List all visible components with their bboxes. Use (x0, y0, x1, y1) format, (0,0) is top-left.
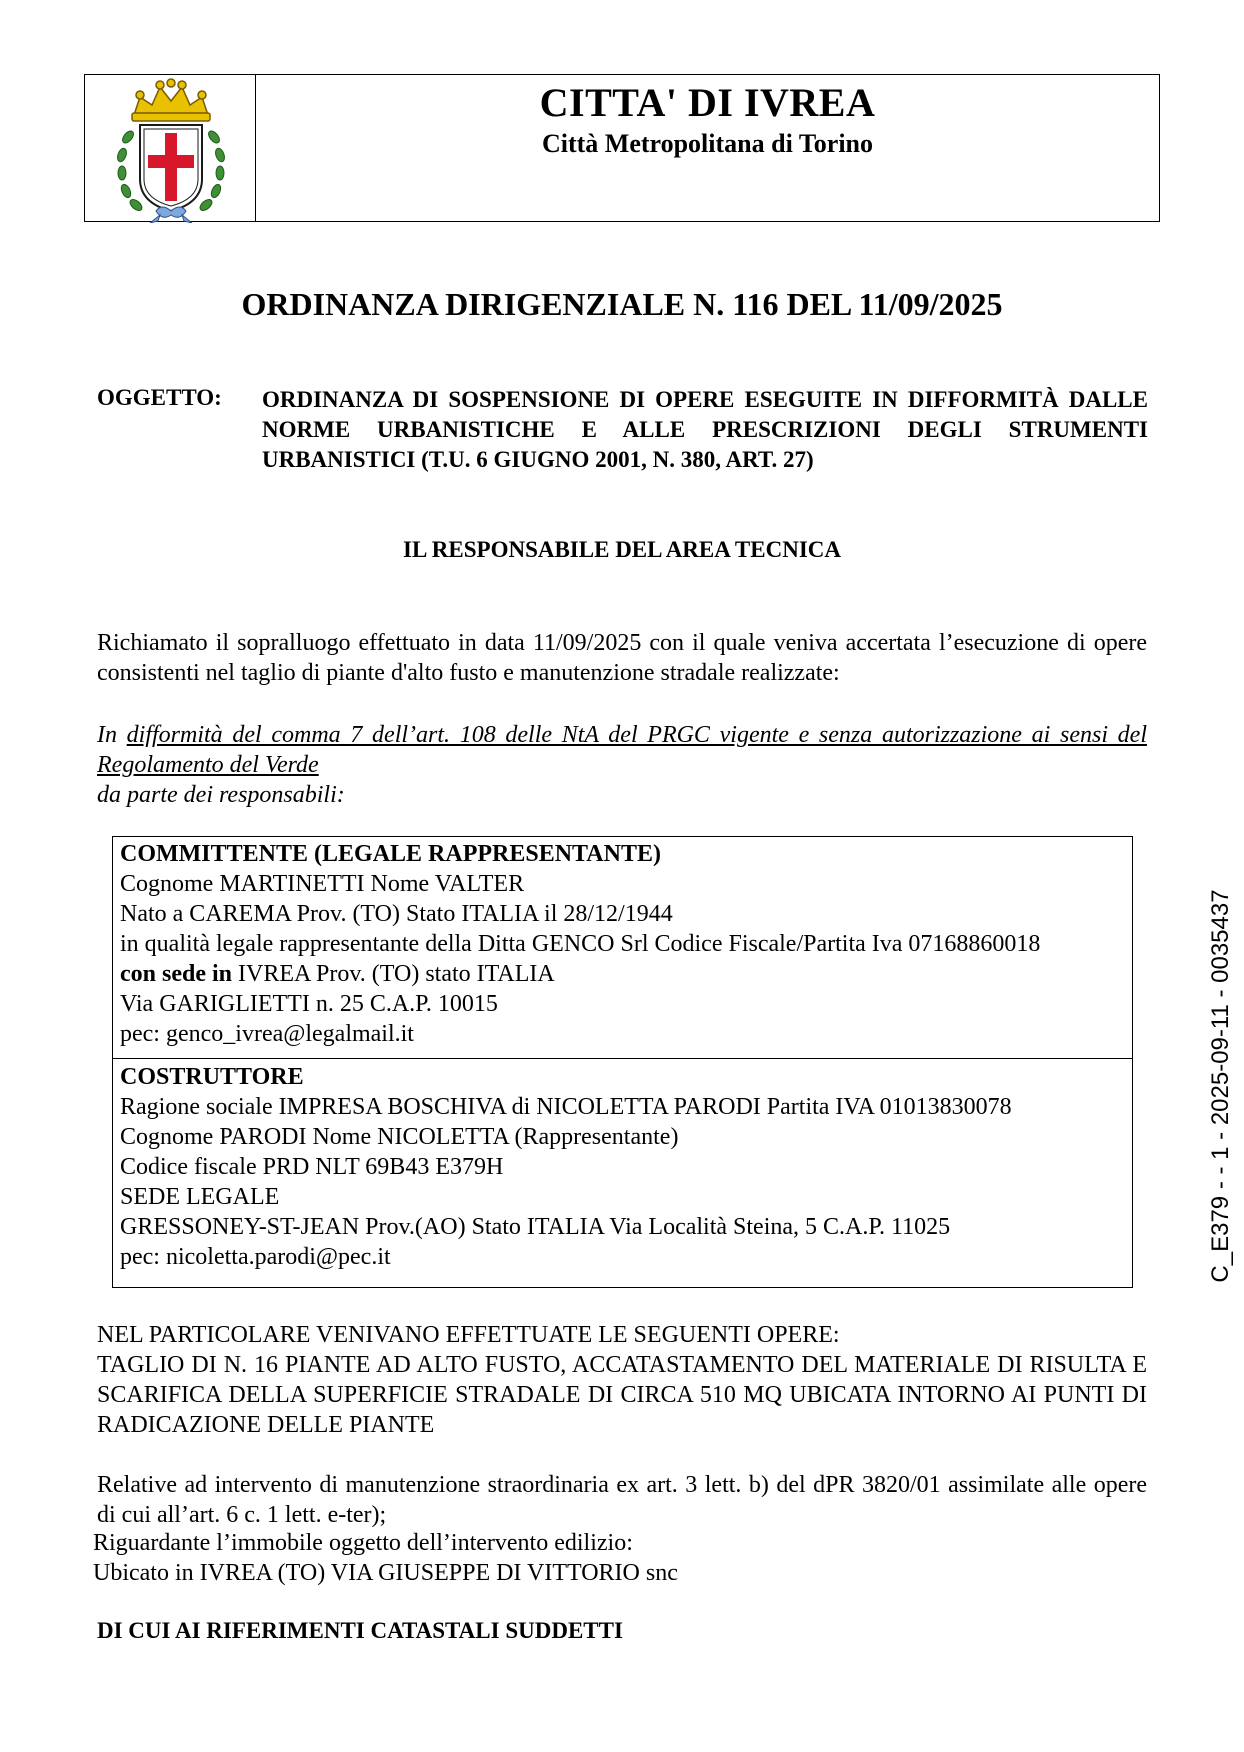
committente-line: Nato a CAREMA Prov. (TO) Stato ITALIA il 28/12/1944 (120, 901, 673, 927)
intro-paragraph: Richiamato il sopralluogo effettuato in data 11/09/2025 con il quale veniva accertata l’esecuzione di opere consistenti nel taglio di piante d'alto fusto e manutenzione stradale realizzate: (97, 630, 1147, 686)
oggetto-text: ORDINANZA DI SOSPENSIONE DI OPERE ESEGUITE IN DIFFORMITÀ DALLE NORME URBANISTICHE E ALLE PRESCRIZIONI DEGLI STRUMENTI URBANISTICI (T.U. 6 GIUGNO 2001, N. 380, ART. 27) (262, 387, 1148, 472)
committente-line: Cognome MARTINETTI Nome VALTER (120, 871, 525, 897)
coat-of-arms-icon (104, 75, 238, 223)
oggetto-label: OGGETTO: (97, 385, 222, 410)
ubicato-line: Ubicato in IVREA (TO) VIA GIUSEPPE DI VITTORIO snc (93, 1560, 678, 1586)
city-subtitle: Città Metropolitana di Torino (541, 129, 874, 158)
opere-intro: NEL PARTICOLARE VENIVANO EFFETTUATE LE SEGUENTI OPERE: (97, 1322, 840, 1348)
costruttore-heading: COSTRUTTORE (120, 1064, 304, 1090)
costruttore-section (113, 1062, 1132, 1272)
opere-block (97, 1320, 1147, 1440)
protocol-stamp-text: C_E379 - - 1 - 2025-09-11 - 0035437 (1207, 889, 1234, 1283)
parties-box (112, 836, 1133, 1288)
sede-value: IVREA Prov. (TO) stato ITALIA (232, 961, 555, 987)
costruttore-line: Cognome PARODI Nome NICOLETTA (Rappresentante) (120, 1124, 679, 1150)
difformita-underlined: difformità del comma 7 dell’art. 108 delle NtA del PRGC vigente e senza autorizzazione ai sensi del Regolamento del Verde (97, 722, 1147, 778)
committente-section (113, 839, 1132, 1059)
riguardante-line: Riguardante l’immobile oggetto dell’intervento edilizio: (93, 1530, 633, 1556)
costruttore-line: SEDE LEGALE (120, 1184, 280, 1210)
committente-pec: pec: genco_ivrea@legalmail.it (120, 1021, 414, 1047)
ordinance-title: ORDINANZA DIRIGENZIALE N. 116 DEL 11/09/2025 (241, 286, 1003, 322)
costruttore-line: GRESSONEY-ST-JEAN Prov.(AO) Stato ITALIA Via Località Steina, 5 C.A.P. 11025 (120, 1214, 951, 1240)
logo-cell (85, 75, 256, 221)
sede-label: con sede in (120, 961, 233, 987)
committente-heading: COMMITTENTE (LEGALE RAPPRESENTANTE) (120, 841, 661, 867)
opere-text: TAGLIO DI N. 16 PIANTE AD ALTO FUSTO, ACCATASTAMENTO DEL MATERIALE DI RISULTA E SCARIFICA DELLA SUPERFICIE STRADALE DI CIRCA 510 MQ UBICATA INTORNO AI PUNTI DI RADICAZIONE DELLE PIANTE (97, 1352, 1147, 1438)
crown-icon (132, 79, 210, 121)
difformita-paragraph (97, 720, 1147, 780)
difformita-prefix: In (97, 722, 127, 748)
final-heading: DI CUI AI RIFERIMENTI CATASTALI SUDDETTI (97, 1618, 623, 1643)
responsabile-heading: IL RESPONSABILE DEL AREA TECNICA (403, 537, 841, 562)
header-box (84, 74, 1160, 222)
committente-line: in qualità legale rappresentante della Ditta GENCO Srl Codice Fiscale/Partita Iva 07168860018 (120, 931, 1041, 957)
committente-sede (120, 959, 1132, 989)
difformita-line2: da parte dei responsabili: (97, 782, 345, 808)
costruttore-line: Codice fiscale PRD NLT 69B43 E379H (120, 1154, 504, 1180)
committente-line: Via GARIGLIETTI n. 25 C.A.P. 10015 (120, 991, 498, 1017)
costruttore-line: Ragione sociale IMPRESA BOSCHIVA di NICOLETTA PARODI Partita IVA 01013830078 (120, 1094, 1012, 1120)
costruttore-pec: pec: nicoletta.parodi@pec.it (120, 1244, 391, 1270)
city-title: CITTA' DI IVREA (539, 80, 876, 125)
relative-paragraph: Relative ad intervento di manutenzione straordinaria ex art. 3 lett. b) del dPR 3820/01 assimilate alle opere di cui all’art. 6 c. 1 lett. e-ter); (97, 1472, 1147, 1528)
